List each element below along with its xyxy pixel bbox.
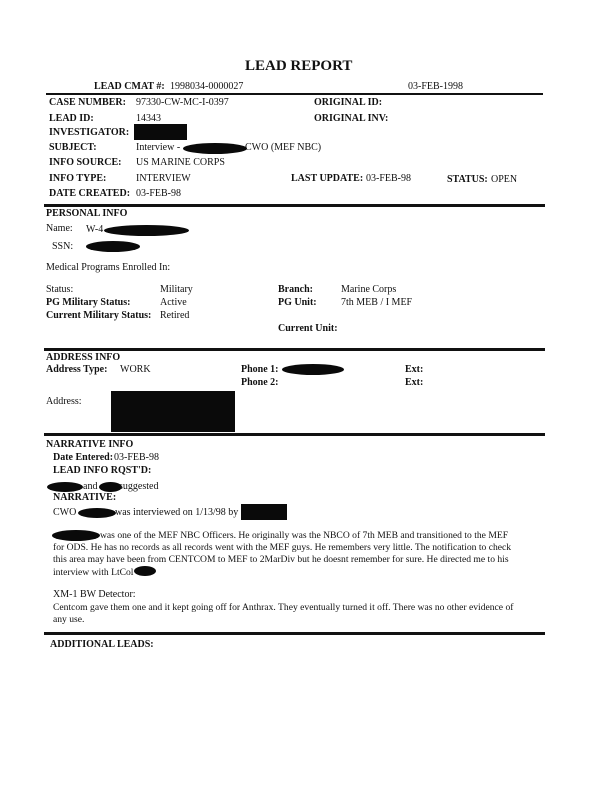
current-military-status-label: Current Military Status: bbox=[46, 310, 152, 321]
name-value: W-4 bbox=[86, 224, 104, 235]
pg-unit-label: PG Unit: bbox=[278, 297, 317, 308]
lead-cmat-value: 1998034-0000027 bbox=[170, 81, 244, 92]
ssn-redaction bbox=[86, 241, 140, 252]
and-text: and bbox=[83, 481, 98, 492]
address-rule bbox=[44, 348, 545, 351]
current-military-status-value: Retired bbox=[160, 310, 190, 321]
xm1-heading: XM-1 BW Detector: bbox=[53, 589, 136, 600]
personal-rule bbox=[44, 204, 545, 207]
date-created-label: DATE CREATED: bbox=[49, 188, 131, 199]
pg-military-status-label: PG Military Status: bbox=[46, 297, 131, 308]
ltcol-redaction bbox=[134, 566, 156, 576]
status-field-label: Status: bbox=[46, 284, 74, 295]
subject-redaction bbox=[183, 143, 247, 154]
address-redaction bbox=[111, 391, 235, 432]
para1-rest-text: for ODS. He has no records as all records went with the MEF guys. He remembers very little. The notification to check this area may have been from CENTCOM to MEF to 2MarDiv but he doesnt remember for sure. He directed me to his interview with LtCol bbox=[53, 542, 512, 578]
para-redaction-1 bbox=[52, 530, 100, 541]
phone1-label: Phone 1: bbox=[241, 364, 279, 375]
lead-cmat-label: LEAD CMAT #: bbox=[94, 81, 165, 92]
branch-value: Marine Corps bbox=[341, 284, 397, 295]
status-label: STATUS: bbox=[447, 174, 488, 185]
investigator-redaction bbox=[134, 124, 187, 140]
current-unit-label: Current Unit: bbox=[278, 323, 338, 334]
name-label: Name: bbox=[46, 223, 73, 234]
interviewed-text: was interviewed on 1/13/98 by bbox=[115, 507, 239, 518]
rqst-redaction-1 bbox=[47, 482, 83, 492]
subject-prefix: Interview - bbox=[136, 142, 181, 153]
personal-section-title: PERSONAL INFO bbox=[46, 208, 128, 219]
interviewer-redaction bbox=[241, 504, 287, 520]
cwo-redaction bbox=[78, 508, 116, 518]
address-section-title: ADDRESS INFO bbox=[46, 352, 121, 363]
narrative-section-title: NARRATIVE INFO bbox=[46, 439, 134, 450]
ssn-label: SSN: bbox=[52, 241, 74, 252]
lead-info-label: LEAD INFO RQST'D: bbox=[53, 465, 152, 476]
original-id-label: ORIGINAL ID: bbox=[314, 97, 383, 108]
xm1-text: Centcom gave them one and it kept going off for Anthrax. They eventually turned it off. There was no other evidence of any use. bbox=[53, 602, 514, 625]
header-top-rule bbox=[46, 93, 543, 95]
ext2-label: Ext: bbox=[405, 377, 424, 388]
subject-label: SUBJECT: bbox=[49, 142, 97, 153]
last-update-value: 03-FEB-98 bbox=[366, 173, 411, 184]
lead-id-value: 14343 bbox=[136, 113, 161, 124]
info-type-value: INTERVIEW bbox=[136, 173, 191, 184]
status-field-value: Military bbox=[160, 284, 193, 295]
para1-line1: was one of the MEF NBC Officers. He originally was the NBCO of 7th MEB and transitioned to the MEF bbox=[100, 530, 509, 541]
name-redaction bbox=[104, 225, 189, 236]
report-title: LEAD REPORT bbox=[245, 58, 353, 74]
narrative-rule bbox=[44, 433, 545, 436]
ext1-label: Ext: bbox=[405, 364, 424, 375]
last-update-label: LAST UPDATE: bbox=[291, 173, 364, 184]
subject-suffix: CWO (MEF NBC) bbox=[245, 142, 322, 153]
lead-id-label: LEAD ID: bbox=[49, 113, 94, 124]
info-source-label: INFO SOURCE: bbox=[49, 157, 122, 168]
original-inv-label: ORIGINAL INV: bbox=[314, 113, 389, 124]
medical-label: Medical Programs Enrolled In: bbox=[46, 262, 171, 273]
cwo-text: CWO bbox=[53, 507, 77, 518]
branch-label: Branch: bbox=[278, 284, 313, 295]
address-type-value: WORK bbox=[120, 364, 151, 375]
additional-leads-label: ADDITIONAL LEADS: bbox=[50, 639, 154, 650]
date-entered-label: Date Entered: bbox=[53, 452, 114, 463]
info-source-value: US MARINE CORPS bbox=[136, 157, 225, 168]
phone1-redaction bbox=[282, 364, 344, 375]
narrative-label: NARRATIVE: bbox=[53, 492, 117, 503]
info-type-label: INFO TYPE: bbox=[49, 173, 107, 184]
case-number-label: CASE NUMBER: bbox=[49, 97, 126, 108]
pg-unit-value: 7th MEB / I MEF bbox=[341, 297, 413, 308]
additional-rule bbox=[44, 632, 545, 635]
date-entered-value: 03-FEB-98 bbox=[114, 452, 159, 463]
para1-rest bbox=[53, 542, 519, 579]
address-type-label: Address Type: bbox=[46, 364, 108, 375]
investigator-label: INVESTIGATOR: bbox=[49, 127, 130, 138]
pg-military-status-value: Active bbox=[160, 297, 187, 308]
phone2-label: Phone 2: bbox=[241, 377, 279, 388]
case-number-value: 97330-CW-MC-I-0397 bbox=[136, 97, 229, 108]
report-date: 03-FEB-1998 bbox=[408, 81, 463, 92]
date-created-value: 03-FEB-98 bbox=[136, 188, 181, 199]
status-value: OPEN bbox=[491, 174, 518, 185]
address-label: Address: bbox=[46, 396, 82, 407]
suggested-text: suggested bbox=[119, 481, 159, 492]
